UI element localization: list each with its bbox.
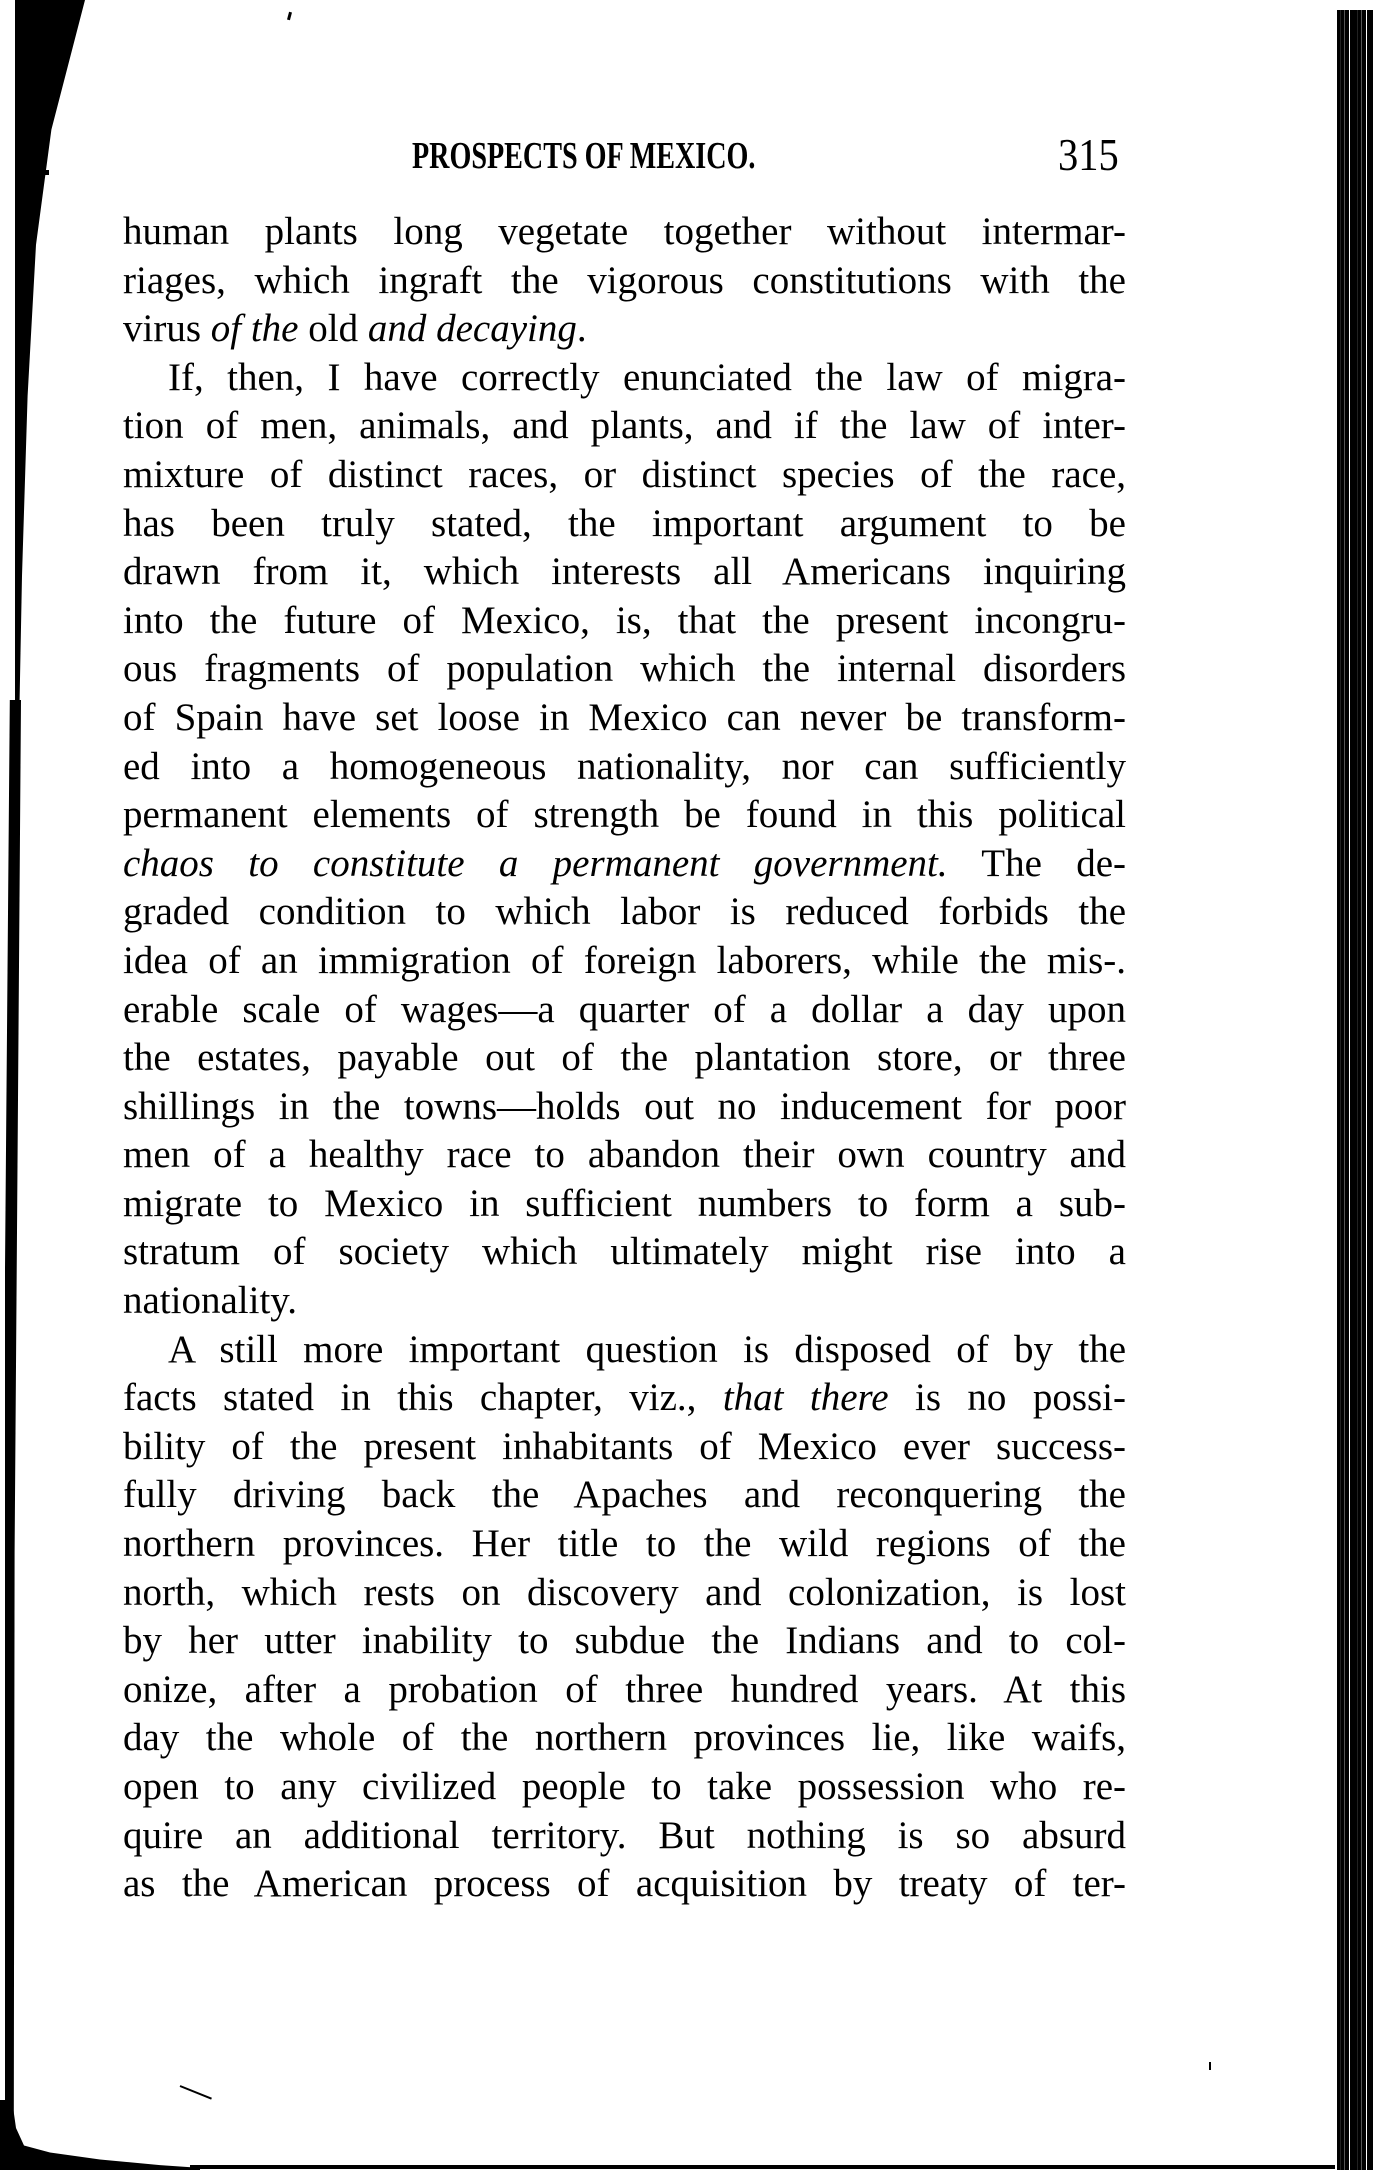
text-line: fully driving back the Apaches and reconquering the — [123, 1473, 1126, 1517]
text-line: by her utter inability to subdue the Indians and to col- — [123, 1619, 1126, 1663]
text-line: graded condition to which labor is reduced forbids the — [123, 890, 1126, 934]
text-line: idea of an immigration of foreign laborers, while the mis-. — [123, 938, 1126, 982]
text-line: into the future of Mexico, is, that the present incongru- — [123, 598, 1126, 642]
text-line — [123, 305, 1126, 354]
text-line: quire an additional territory. But nothing is so absurd — [123, 1813, 1126, 1857]
text-line: has been truly stated, the important argument to be — [123, 501, 1126, 545]
text-span: old — [298, 307, 368, 351]
text-line: of Spain have set loose in Mexico can never be transform- — [123, 695, 1126, 739]
text-line: northern provinces. Her title to the wild regions of the — [123, 1522, 1126, 1566]
right-page-edge — [1337, 10, 1373, 2170]
text-line: tion of men, animals, and plants, and if the law of inter- — [123, 404, 1126, 448]
text-span: facts stated in this chapter, viz., — [123, 1376, 723, 1420]
scan-speck — [287, 12, 292, 21]
text-span: . — [576, 307, 587, 351]
running-head-title: PROSPECTS OF MEXICO. — [412, 135, 756, 177]
running-head — [0, 128, 1374, 184]
text-line — [123, 1374, 1126, 1423]
paragraph-start-line: If, then, I have correctly enunciated the law of migra- — [168, 355, 1126, 399]
text-line: drawn from it, which interests all Americans inquiring — [123, 550, 1126, 594]
bottom-page-edge — [190, 2165, 1335, 2169]
text-line: onize, after a probation of three hundred years. At this — [123, 1667, 1126, 1711]
paragraph-start-line: A still more important question is disposed of by the — [168, 1327, 1126, 1371]
body-text — [123, 208, 1126, 1909]
italic-span: that there — [722, 1376, 889, 1420]
text-line: open to any civilized people to take possession who re- — [123, 1765, 1126, 1808]
scan-speck — [180, 2085, 212, 2100]
text-line: erable scale of wages—a quarter of a dollar a day upon — [123, 987, 1126, 1031]
text-line: permanent elements of strength be found in this political — [123, 793, 1126, 837]
binding-shadow — [15, 0, 85, 720]
text-line: ed into a homogeneous nationality, nor can sufficiently — [123, 744, 1126, 788]
text-line: ous fragments of population which the internal disorders — [123, 647, 1126, 691]
text-span: The de- — [947, 841, 1126, 885]
text-line: shillings in the towns—holds out no inducement for poor — [123, 1084, 1126, 1128]
text-line: north, which rests on discovery and colonization, is lost — [123, 1570, 1126, 1614]
italic-span: and decaying — [367, 307, 577, 351]
text-line: human plants long vegetate together without intermar- — [123, 210, 1126, 253]
paragraph-end-line: nationality. — [123, 1279, 298, 1323]
text-line: men of a healthy race to abandon their own country and — [123, 1133, 1126, 1177]
text-line: riages, which ingraft the vigorous constitutions with the — [123, 258, 1126, 302]
page-number: 315 — [1058, 129, 1119, 180]
text-line: the estates, payable out of the plantation store, or three — [123, 1036, 1126, 1080]
text-line: as the American process of acquisition by treaty of ter- — [123, 1862, 1126, 1906]
text-line: migrate to Mexico in sufficient numbers to form a sub- — [123, 1181, 1126, 1225]
text-line — [123, 840, 1126, 889]
text-line: day the whole of the northern provinces lie, like waifs, — [123, 1716, 1126, 1760]
text-line: stratum of society which ultimately might rise into a — [123, 1230, 1126, 1274]
scan-speck — [1209, 2062, 1211, 2070]
text-span: is no possi- — [888, 1376, 1126, 1420]
text-span: virus — [123, 307, 211, 351]
text-line: bility of the present inhabitants of Mexico ever success- — [123, 1424, 1126, 1468]
text-line: mixture of distinct races, or distinct species of the race, — [123, 452, 1126, 496]
italic-span: of the — [210, 307, 299, 351]
italic-span: chaos to constitute a permanent government. — [123, 841, 948, 885]
bottom-left-corner-shadow — [0, 2100, 200, 2170]
left-page-edge — [5, 700, 21, 2120]
